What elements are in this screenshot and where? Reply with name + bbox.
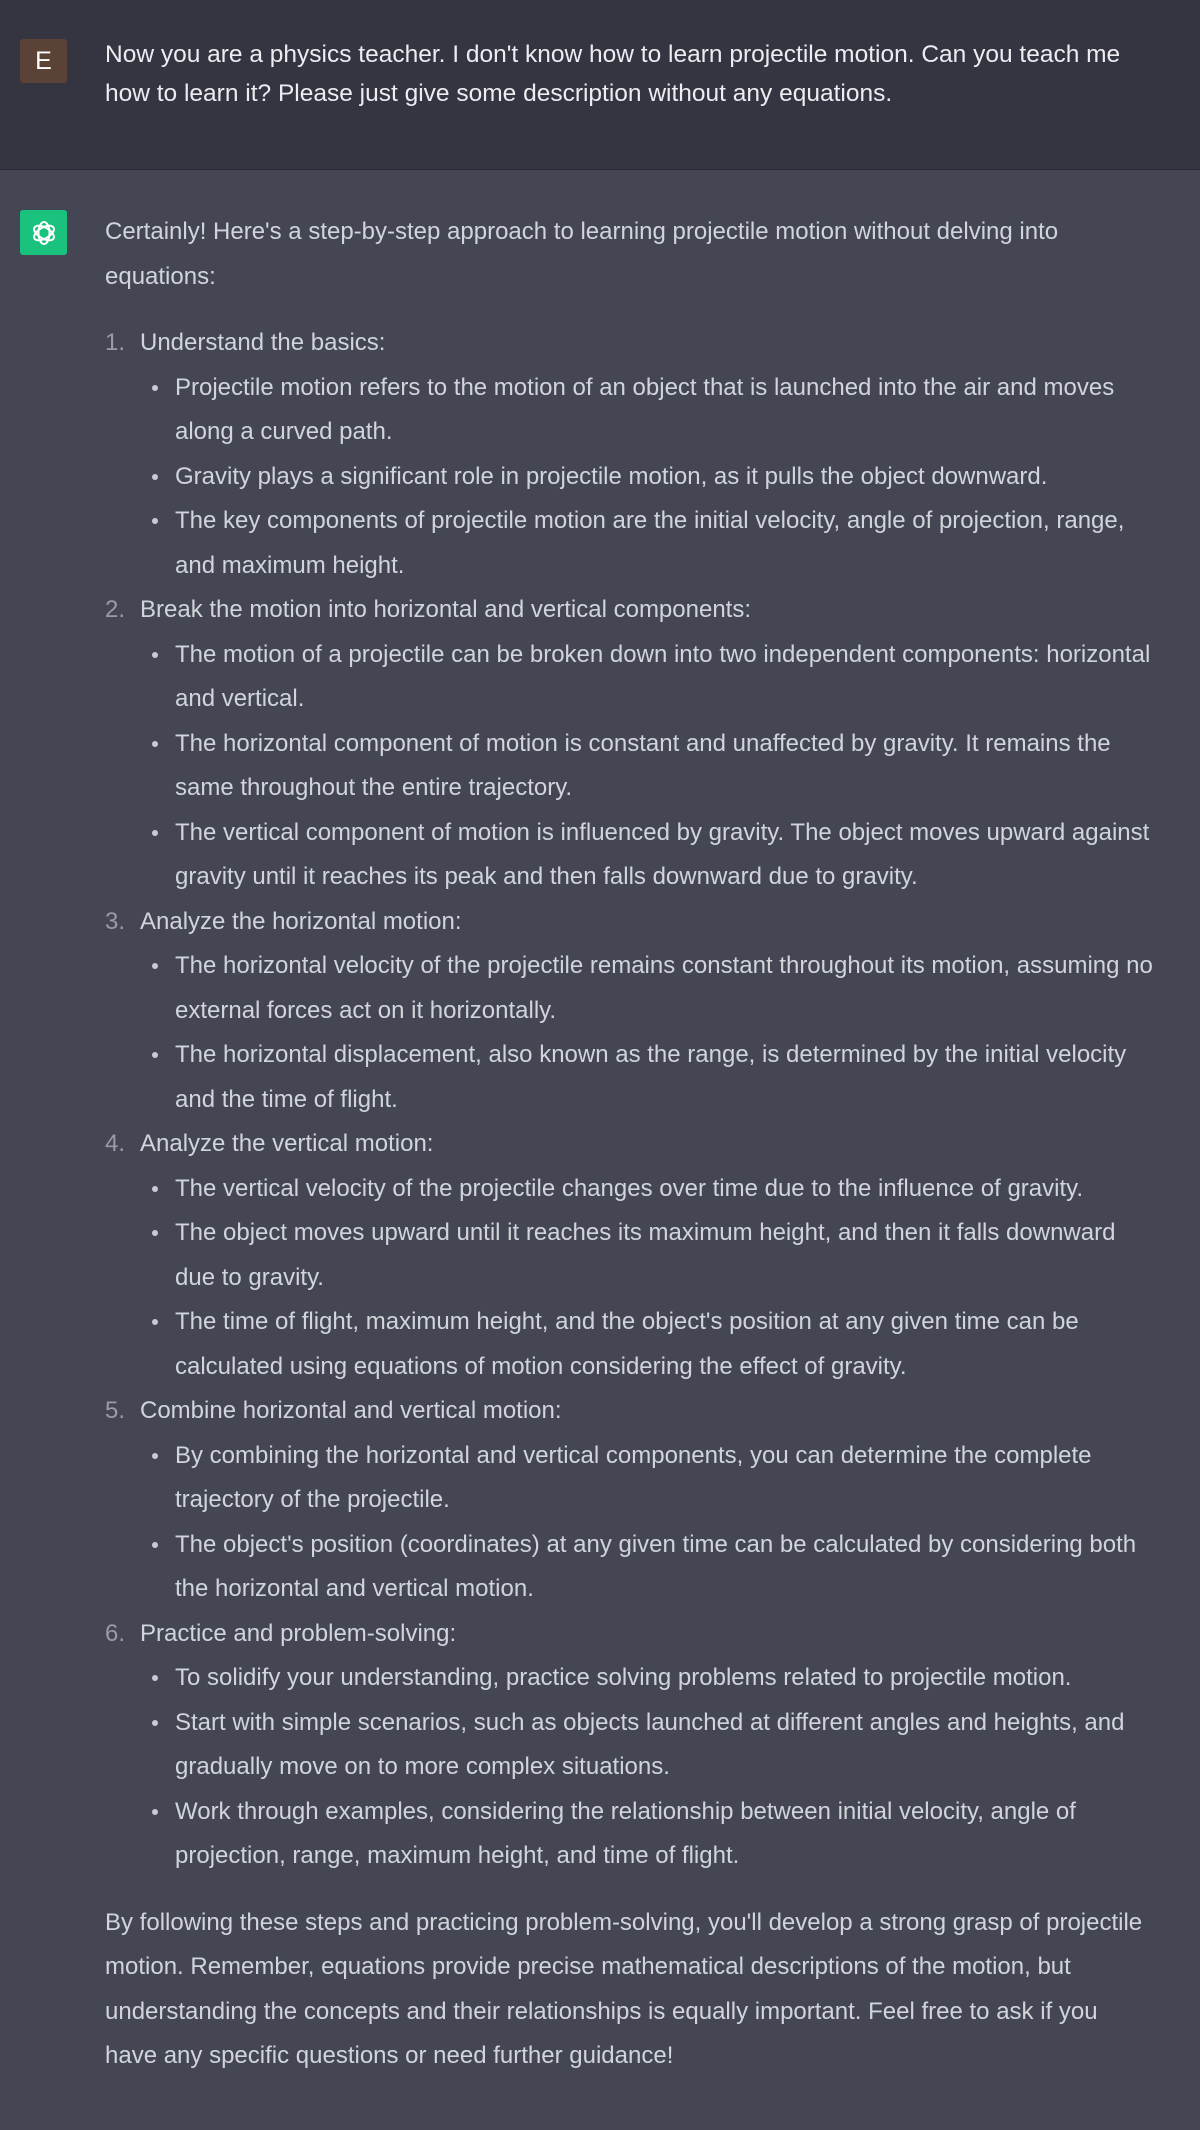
step-title: Practice and problem-solving: (140, 1619, 457, 1647)
bullet-list (140, 1656, 1155, 1879)
bullet-list (140, 633, 1155, 900)
assistant-conclusion: By following these steps and practicing problem-solving, you'll develop a strong grasp of projectile motion. Remember, equations provide precise mathematical descriptions of the motion, but understanding the concepts and their relationships is equally important. Feel free to ask if you have any specific questions or need further guidance! (105, 1908, 1143, 2069)
bullet-item: The vertical component of motion is influenced by gravity. The object moves upward against gravity until it reaches its peak and then falls downward due to gravity. (140, 811, 1155, 900)
bullet-list (140, 944, 1155, 1122)
bullet-item: Start with simple scenarios, such as objects launched at different angles and heights, and gradually move on to more complex situations. (140, 1701, 1155, 1790)
bullet-item: The time of flight, maximum height, and the object's position at any given time can be calculated using equations of motion considering the effect of gravity. (140, 1300, 1155, 1389)
step-item (105, 1612, 1155, 1879)
step-title: Analyze the vertical motion: (140, 1130, 434, 1157)
bullet-list (140, 1434, 1155, 1612)
bullet-item: The key components of projectile motion are the initial velocity, angle of projection, range, and maximum height. (140, 499, 1155, 588)
step-number: 2. (105, 596, 126, 623)
user-message (0, 0, 1200, 170)
bullet-item: The object moves upward until it reaches its maximum height, and then it falls downward due to gravity. (140, 1211, 1155, 1300)
openai-logo-icon (28, 217, 60, 249)
bullet-item: The horizontal displacement, also known as the range, is determined by the initial velocity and the time of flight. (140, 1033, 1155, 1122)
assistant-message (0, 170, 1200, 2130)
bullet-item: Gravity plays a significant role in projectile motion, as it pulls the object downward. (140, 455, 1155, 500)
step-title: Understand the basics: (140, 329, 386, 356)
bullet-item: The vertical velocity of the projectile changes over time due to the influence of gravity. (140, 1167, 1155, 1212)
bullet-item: The motion of a projectile can be broken down into two independent components: horizontal and vertical. (140, 633, 1155, 722)
bullet-item: By combining the horizontal and vertical components, you can determine the complete trajectory of the projectile. (140, 1434, 1155, 1523)
bullet-item: The horizontal component of motion is constant and unaffected by gravity. It remains the same throughout the entire trajectory. (140, 722, 1155, 811)
bullet-list (140, 1167, 1155, 1390)
assistant-avatar (20, 210, 67, 255)
steps-list (105, 321, 1155, 1879)
assistant-message-content (105, 210, 1155, 2079)
step-item (105, 900, 1155, 1123)
bullet-item: Work through examples, considering the relationship between initial velocity, angle of projection, range, maximum height, and time of flight. (140, 1790, 1155, 1879)
step-item (105, 588, 1155, 900)
step-item (105, 321, 1155, 588)
bullet-item: To solidify your understanding, practice solving problems related to projectile motion. (140, 1656, 1155, 1701)
step-number: 5. (105, 1397, 126, 1424)
step-number: 4. (105, 1130, 126, 1157)
step-title: Break the motion into horizontal and vertical components: (140, 596, 752, 623)
bullet-item: The horizontal velocity of the projectile remains constant throughout its motion, assuming no external forces act on it horizontally. (140, 944, 1155, 1033)
step-item (105, 1122, 1155, 1389)
step-number: 1. (105, 329, 126, 356)
step-title: Analyze the horizontal motion: (140, 907, 462, 935)
bullet-list (140, 366, 1155, 589)
user-avatar-letter: E (35, 46, 52, 75)
user-message-text: Now you are a physics teacher. I don't know how to learn projectile motion. Can you teach me how to learn it? Please just give some description without any equations. (105, 41, 1121, 107)
step-number: 6. (105, 1619, 126, 1647)
step-number: 3. (105, 907, 126, 935)
bullet-item: The object's position (coordinates) at any given time can be calculated by considering both the horizontal and vertical motion. (140, 1523, 1155, 1612)
bullet-item: Projectile motion refers to the motion of an object that is launched into the air and moves along a curved path. (140, 366, 1155, 455)
step-title: Combine horizontal and vertical motion: (140, 1397, 562, 1424)
assistant-intro: Certainly! Here's a step-by-step approach to learning projectile motion without delving into equations: (105, 218, 1059, 290)
step-item (105, 1389, 1155, 1612)
user-avatar (20, 39, 67, 83)
